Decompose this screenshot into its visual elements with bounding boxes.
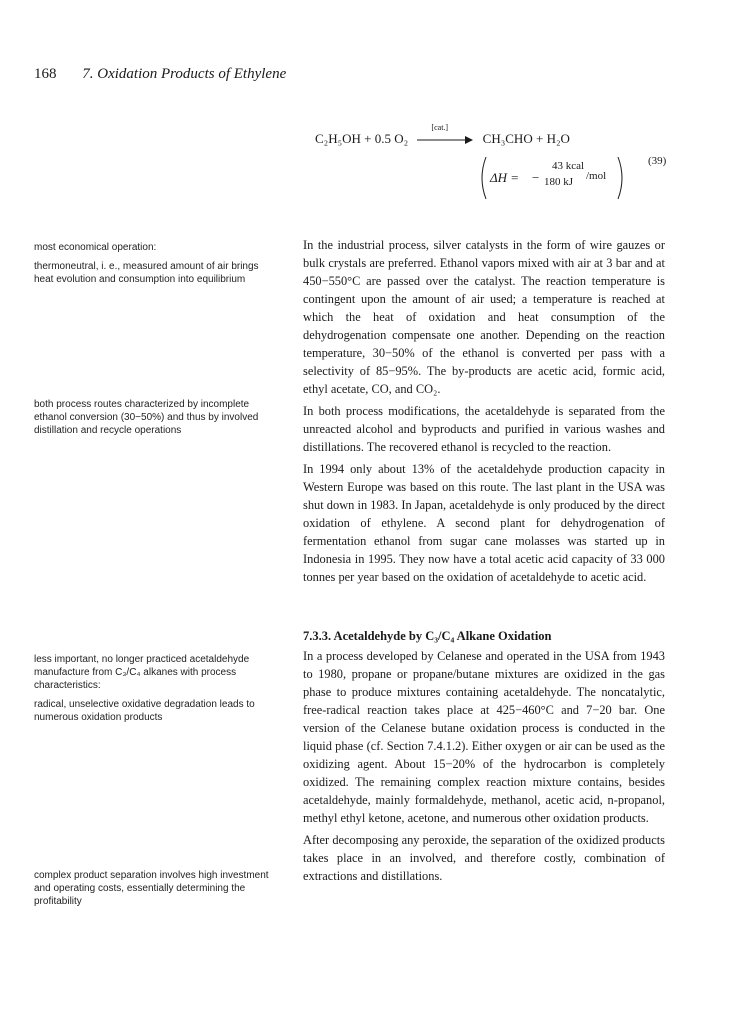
side-text: most economical operation:: [34, 242, 157, 253]
sidebar-note-2: [34, 398, 280, 443]
arrow-icon: [417, 136, 473, 144]
paragraph: In the industrial process, silver catalysts in the form of wire gauzes or bulk crystals are preferred. Ethanol vapors mixed with air at 3 bar and at 450−550°C are passed over the catalyst. The reaction temperature is contingent upon the amount of air used; a temperature is reached at which the heat of oxidation and heat consumption of the dehydrogenation compensate one another. Depending on the reaction temperature, 30−50% of the ethanol is converted per pass with a selectivity of 85−95%. The by-products are acetic acid, formic acid, ethyl acetate, CO, and CO₂.: [303, 238, 665, 396]
sidebar-note-3: [34, 653, 280, 730]
side-text: thermoneutral, i. e., measured amount of air brings heat evolution and consumption into equilibrium: [34, 261, 259, 285]
main-text-block-2: [303, 627, 665, 889]
chapter-title: 7. Oxidation Products of Ethylene: [82, 66, 287, 82]
plus-sign: +: [364, 131, 372, 146]
reaction-equation: [315, 123, 570, 147]
side-text: complex product separation involves high investment and operating costs, essentially determining the profitability: [34, 870, 269, 907]
equation-number: (39): [648, 155, 667, 167]
paragraph: In both process modifications, the acetaldehyde is separated from the unreacted alcohol and byproducts and purified in various washes and distillations. The recovered ethanol is recycled to the reaction.: [303, 404, 665, 454]
dh-kj: 180 kJ: [544, 176, 574, 188]
right-paren-icon: [616, 156, 626, 200]
side-text: less important, no longer practiced acetaldehyde manufacture from C₃/C₄ alkanes with process characteristics:: [34, 654, 250, 691]
delta-h-label: ΔH =: [490, 170, 520, 185]
reaction-arrow: [417, 123, 473, 144]
paragraph: After decomposing any peroxide, the separation of the oxidized products takes place in an involved, and therefore costly, combination of extractions and distillations.: [303, 833, 665, 883]
enthalpy-expression: [478, 156, 630, 200]
minus-sign: −: [532, 170, 540, 185]
side-text: both process routes characterized by incomplete ethanol conversion (30−50%) and thus by involved distillation and recycle operations: [34, 399, 259, 436]
reactant-ethanol: C₂H₅OH: [315, 131, 361, 146]
section-heading: 7.3.3. Acetaldehyde by C₃/C₄ Alkane Oxidation: [303, 629, 552, 643]
paragraph: In 1994 only about 13% of the acetaldehyde production capacity in Western Europe was based on this route. The last plant in the USA was shut down in 1983. In Japan, acetaldehyde is only produced by the direct oxidation of ethylene. A second plant for dehydrogenation of fermentation ethanol from sugar cane molasses was started up in Indonesia in 1995. They now have a total acetic acid capacity of 33 000 tonnes per year based on the oxidation of acetaldehyde to acetic acid.: [303, 462, 665, 584]
side-text: radical, unselective oxidative degradation leads to numerous oxidation products: [34, 699, 255, 723]
dh-unit: /mol: [586, 170, 607, 182]
product-acetaldehyde: CH₃CHO: [482, 131, 533, 146]
main-text-block-1: [303, 236, 665, 590]
dh-kcal: 43 kcal: [552, 160, 585, 172]
sidebar-note-1: [34, 241, 280, 292]
page-number: 168: [34, 66, 57, 82]
running-head: [34, 66, 286, 83]
paragraph: In a process developed by Celanese and operated in the USA from 1943 to 1980, propane or propane/butane mixtures are oxidized in the gas phase to produce mixtures containing acetaldehyde. The noncatalytic, free-radical reaction takes place at 425−460°C and 7−20 bar. One version of the Celanese butane oxidation process is conducted in the liquid phase (cf. Section 7.4.1.2). Either oxygen or air can be used as the oxidizing agent. About 15−20% of the hydrocarbon is completely oxidized. The remaining complex reaction mixture contains, besides acetaldehyde, mainly formaldehyde, methanol, acetic acid, n-propanol, methyl ethyl ketone, acetone, and numerous other oxidation products.: [303, 649, 665, 825]
plus-sign: +: [535, 131, 544, 146]
catalyst-label: [cat.]: [431, 123, 449, 133]
sidebar-note-4: [34, 869, 280, 914]
product-water: H₂O: [546, 131, 570, 146]
left-paren-icon: [478, 156, 488, 200]
reactant-oxygen: 0.5 O₂: [374, 131, 409, 146]
